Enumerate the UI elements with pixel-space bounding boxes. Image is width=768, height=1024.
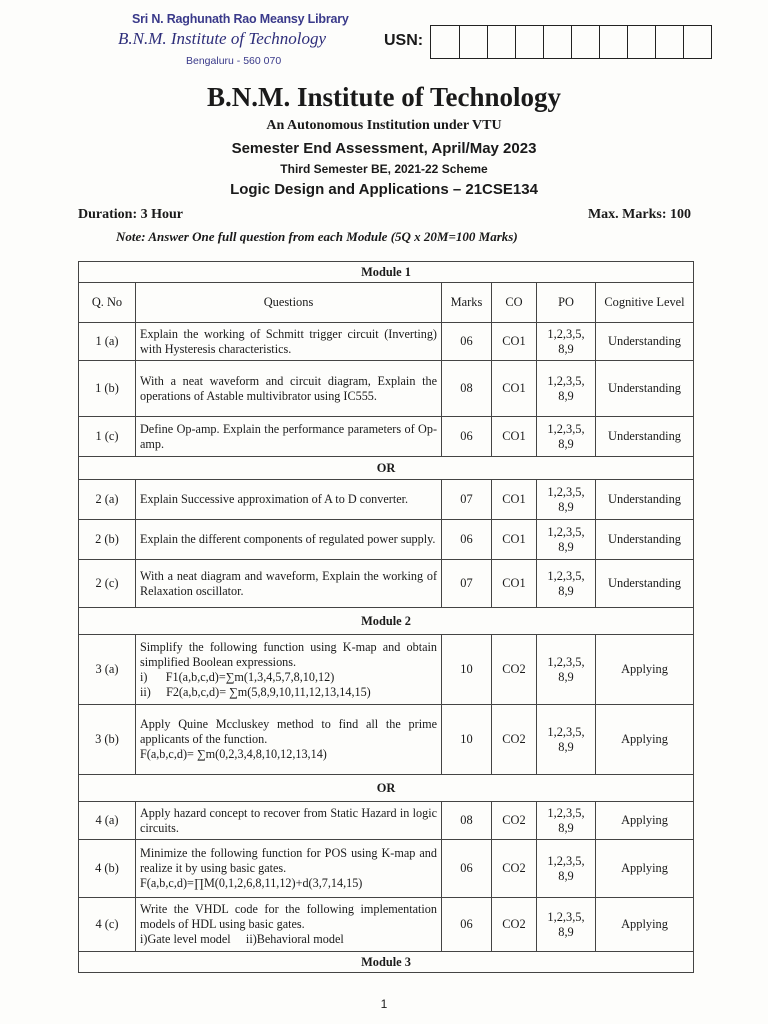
table-row: 2 (b) Explain the different components of regulated power supply. 06 CO1 1,2,3,5, 8,9 Understanding xyxy=(79,520,694,560)
usn-label: USN: xyxy=(384,32,424,49)
table-row: 1 (c) Define Op-amp. Explain the performance parameters of Op-amp. 06 CO1 1,2,3,5, 8,9 Understanding xyxy=(79,417,694,457)
table-row: 2 (c) With a neat diagram and waveform, Explain the working of Relaxation oscillator. 07 CO1 1,2,3,5, 8,9 Understanding xyxy=(79,560,694,608)
page-number: 1 xyxy=(380,997,388,1011)
table-row: 4 (b) Minimize the following function for POS using K-map and realize it by using basic gates. F(a,b,c,d)=∏M(0,1,2,6,8,11,12)+d(3,7,14,15) 06 CO2 1,2,3,5, 8,9 Applying xyxy=(79,840,694,898)
module-2-heading: Module 2 xyxy=(79,608,694,635)
question-table xyxy=(78,261,694,973)
max-marks: Max. Marks: 100 xyxy=(587,207,691,222)
col-qno: Q. No xyxy=(79,283,136,323)
table-row: 1 (b) With a neat waveform and circuit diagram, Explain the operations of Astable multivibrator using IC555. 08 CO1 1,2,3,5, 8,9 Understanding xyxy=(79,361,694,417)
table-row: 2 (a) Explain Successive approximation of A to D converter. 07 CO1 1,2,3,5, 8,9 Understanding xyxy=(79,480,694,520)
library-stamp: Sri N. Raghunath Rao Meansy Library xyxy=(132,12,349,26)
module-1-heading: Module 1 xyxy=(79,262,694,283)
instructions-note: Note: Answer One full question from each Module (5Q x 20M=100 Marks) xyxy=(116,229,518,244)
institute-subtitle: An Autonomous Institution under VTU xyxy=(266,118,502,133)
table-row: 3 (b) Apply Quine Mccluskey method to find all the prime applicants of the function. F(a,b,c,d)= ∑m(0,2,3,4,8,10,12,13,14) 10 CO2 1,2,3,5, 8,9 Applying xyxy=(79,705,694,775)
table-row: 1 (a) Explain the working of Schmitt trigger circuit (Inverting) with Hysteresis characteristics. 06 CO1 1,2,3,5, 8,9 Understanding xyxy=(79,323,694,361)
table-row: 4 (c) Write the VHDL code for the following implementation models of HDL using basic gates. i)Gate level model ii)Behavioral model 06 CO2 1,2,3,5, 8,9 Applying xyxy=(79,898,694,952)
or-divider: OR xyxy=(79,457,694,480)
duration: Duration: 3 Hour xyxy=(78,207,183,222)
exam-title: Semester End Assessment, April/May 2023 xyxy=(231,140,537,157)
table-row: 3 (a) Simplify the following function using K-map and obtain simplified Boolean expressions. i) F1(a,b,c,d)=∑m(1,3,4,5,7,8,10,12) ii) F2(a,b,c,d)= ∑m(5,8,9,10,11,12,13,14,15) 10 CO2 1,2,3,5, 8,9 Applying xyxy=(79,635,694,705)
institute-stamp-script: B.N.M. Institute of Technology xyxy=(118,29,327,48)
usn-boxes[interactable] xyxy=(430,25,712,59)
col-marks: Marks xyxy=(442,283,492,323)
col-level: Cognitive Level xyxy=(596,283,694,323)
city-stamp: Bengaluru - 560 070 xyxy=(186,55,282,67)
course-title: Logic Design and Applications – 21CSE134 xyxy=(230,181,538,198)
col-questions: Questions xyxy=(136,283,442,323)
semester-line: Third Semester BE, 2021-22 Scheme xyxy=(280,162,488,176)
institute-title: B.N.M. Institute of Technology xyxy=(206,82,562,112)
module-3-heading: Module 3 xyxy=(79,952,694,973)
col-co: CO xyxy=(492,283,537,323)
col-po: PO xyxy=(537,283,596,323)
or-divider: OR xyxy=(79,775,694,802)
table-row: 4 (a) Apply hazard concept to recover from Static Hazard in logic circuits. 08 CO2 1,2,3,5, 8,9 Applying xyxy=(79,802,694,840)
